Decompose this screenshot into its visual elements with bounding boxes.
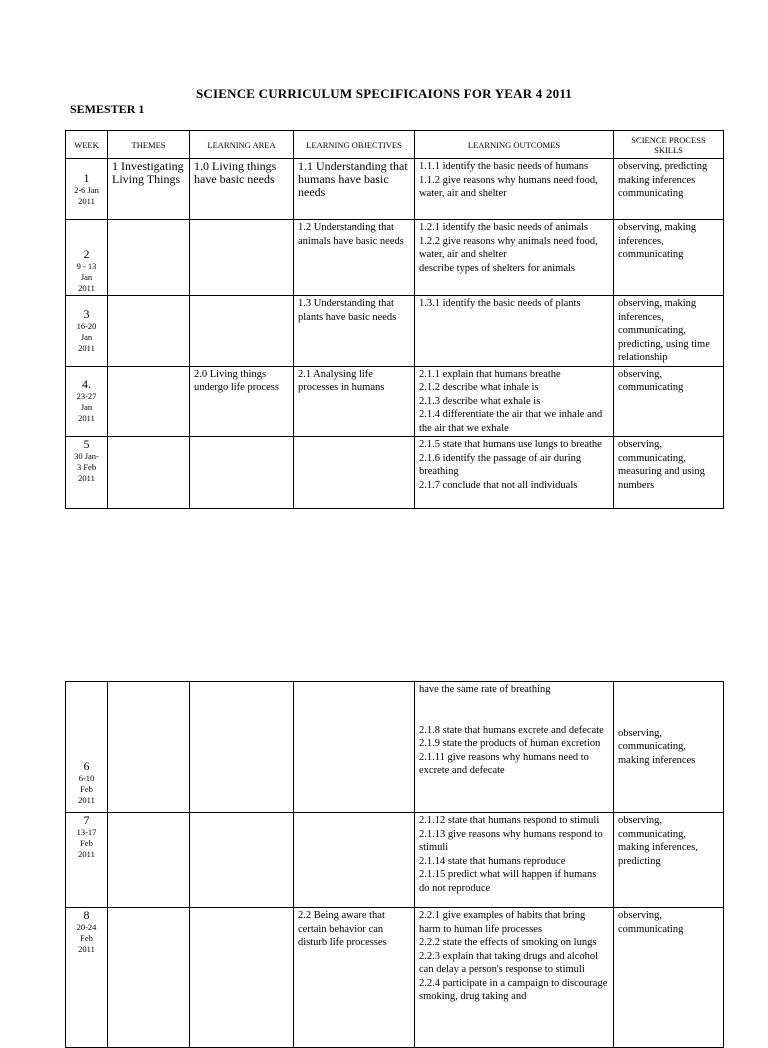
week-date: 2011 bbox=[78, 849, 95, 859]
table-row bbox=[66, 908, 724, 1048]
learning-outcomes-cell bbox=[415, 366, 614, 437]
theme-cell bbox=[108, 220, 190, 296]
outcome-item: 2.1.4 differentiate the air that we inhale and the air that we exhale bbox=[419, 409, 603, 434]
week-date: 2011 bbox=[78, 413, 95, 424]
document-title: SCIENCE CURRICULUM SPECIFICAIONS FOR YEAR 4 2011 bbox=[195, 86, 573, 101]
learning-outcomes-cell bbox=[415, 220, 614, 296]
week-number: 1 bbox=[83, 170, 90, 185]
header-science-process-skills: SCIENCE PROCESS SKILLS bbox=[614, 131, 724, 159]
learning-area-cell bbox=[190, 682, 294, 813]
skills-cell: observing, communicating, measuring and using numbers bbox=[614, 437, 724, 509]
week-date: 23-27 bbox=[76, 391, 97, 402]
outcome-item: 2.2.4 participate in a campaign to discourage smoking, drug taking and bbox=[419, 977, 608, 1002]
week-date: 2011 bbox=[78, 795, 95, 805]
week-cell bbox=[66, 682, 108, 813]
week-date: 16-20 bbox=[76, 320, 97, 331]
outcome-item: 2.1.12 state that humans respond to stimuli bbox=[419, 815, 600, 826]
week-cell bbox=[66, 366, 108, 437]
learning-area-cell bbox=[190, 296, 294, 367]
week-date: 2-6 Jan bbox=[74, 184, 99, 195]
table-row bbox=[66, 159, 724, 220]
outcome-item: describe types of shelters for animals bbox=[419, 262, 575, 274]
week-number: 3 bbox=[83, 306, 90, 321]
header-learning-outcomes: LEARNING OUTCOMES bbox=[415, 131, 614, 159]
outcome-item: 1.2.1 identify the basic needs of animals bbox=[419, 222, 589, 233]
week-date: 3 Feb bbox=[76, 462, 97, 472]
outcome-item: 2.1.15 predict what will happen if humans do not reproduce bbox=[419, 869, 597, 894]
week-date: Jan bbox=[80, 402, 93, 413]
table-row bbox=[66, 296, 724, 367]
week-date: Jan bbox=[80, 331, 93, 342]
outcome-item: 2.1.13 give reasons why humans respond to stimuli bbox=[419, 828, 603, 853]
week-cell bbox=[66, 908, 108, 1048]
theme-cell bbox=[108, 908, 190, 1048]
week-number: 5 bbox=[83, 437, 90, 451]
week-cell bbox=[66, 813, 108, 908]
header-learning-area: LEARNING AREA bbox=[190, 131, 294, 159]
theme-cell bbox=[108, 813, 190, 908]
week-date: 2011 bbox=[78, 342, 95, 353]
outcome-item: 1.1.1 identify the basic needs of humans bbox=[419, 161, 589, 172]
skills-cell: observing, making inferences, communicating, predicting, using time relationship bbox=[614, 296, 724, 367]
week-number: 8 bbox=[83, 908, 90, 922]
table-row bbox=[66, 813, 724, 908]
outcome-item: 2.1.6 identify the passage of air during breathing bbox=[419, 452, 582, 477]
outcome-item: 2.1.2 describe what inhale is bbox=[419, 382, 539, 393]
week-date: 13-17 bbox=[76, 827, 97, 837]
table-header-row bbox=[66, 131, 724, 159]
week-date: 9 - 13 bbox=[76, 261, 97, 271]
outcome-item: 2.1.9 state the products of human excretion bbox=[419, 738, 601, 749]
outcome-item: 1.2.2 give reasons why animals need food, water, air and shelter bbox=[419, 235, 598, 260]
table-row bbox=[66, 682, 724, 813]
week-cell bbox=[66, 159, 108, 220]
skills-cell: observing, communicating bbox=[614, 366, 724, 437]
learning-outcomes-cell bbox=[415, 296, 614, 367]
week-date: Feb bbox=[80, 784, 93, 794]
outcome-item: 2.1.3 describe what exhale is bbox=[419, 395, 541, 407]
week-cell bbox=[66, 437, 108, 509]
week-date: 2011 bbox=[78, 195, 95, 206]
learning-objective-cell: 1.1 Understanding that humans have basic needs bbox=[294, 159, 415, 220]
outcome-continuation: have the same rate of breathing bbox=[419, 684, 551, 695]
table-row bbox=[66, 220, 724, 296]
week-date: 30 Jan- bbox=[74, 451, 99, 461]
header-learning-objectives: LEARNING OBJECTIVES bbox=[294, 131, 415, 159]
learning-outcomes-cell bbox=[415, 908, 614, 1048]
skills-cell: observing, communicating bbox=[614, 908, 724, 1048]
learning-objective-cell: 1.3 Understanding that plants have basic needs bbox=[294, 296, 415, 367]
week-cell bbox=[66, 220, 108, 296]
outcome-item: 2.1.7 conclude that not all individuals bbox=[419, 479, 578, 491]
week-date: Jan bbox=[80, 272, 93, 282]
week-cell bbox=[66, 296, 108, 367]
learning-objective-cell: 2.2 Being aware that certain behavior can disturb life processes bbox=[294, 908, 415, 1048]
learning-area-cell bbox=[190, 813, 294, 908]
learning-area-cell: 2.0 Living things undergo life process bbox=[190, 366, 294, 437]
theme-cell: 1 Investigating Living Things bbox=[108, 159, 190, 220]
outcome-item: 2.1.11 give reasons why humans need to excrete and defecate bbox=[419, 751, 589, 776]
learning-outcomes-cell bbox=[415, 159, 614, 220]
week-number: 2 bbox=[83, 247, 90, 261]
outcome-item: 1.1.2 give reasons why humans need food, water, air and shelter bbox=[419, 174, 598, 199]
week-date: Feb bbox=[80, 838, 93, 848]
week-date: 2011 bbox=[78, 944, 95, 954]
week-date: 6-10 bbox=[78, 773, 95, 783]
learning-objective-cell: 2.1 Analysing life processes in humans bbox=[294, 366, 415, 437]
theme-cell bbox=[108, 437, 190, 509]
outcome-item: 2.1.1 explain that humans breathe bbox=[419, 368, 561, 380]
outcome-item: 2.2.2 state the effects of smoking on lungs bbox=[419, 937, 597, 948]
learning-area-cell: 1.0 Living things have basic needs bbox=[190, 159, 294, 220]
learning-objective-cell: 1.2 Understanding that animals have basic needs bbox=[294, 220, 415, 296]
theme-cell bbox=[108, 296, 190, 367]
outcome-item: 2.1.14 state that humans reproduce bbox=[419, 855, 566, 867]
table-row bbox=[66, 366, 724, 437]
header-themes: THEMES bbox=[108, 131, 190, 159]
week-date: 2011 bbox=[78, 473, 95, 483]
learning-objective-cell bbox=[294, 813, 415, 908]
week-date: 20-24 bbox=[76, 922, 97, 932]
learning-outcomes-cell bbox=[415, 813, 614, 908]
skills-cell: observing, making inferences, communicating bbox=[614, 220, 724, 296]
learning-objective-cell bbox=[294, 682, 415, 813]
week-date: Feb bbox=[80, 933, 93, 943]
learning-area-cell bbox=[190, 220, 294, 296]
header-week: WEEK bbox=[66, 131, 108, 159]
table-row bbox=[66, 437, 724, 509]
week-number: 4. bbox=[82, 377, 91, 392]
outcome-item: 2.2.1 give examples of habits that bring harm to human life processes bbox=[419, 910, 586, 935]
learning-outcomes-cell bbox=[415, 437, 614, 509]
week-number: 7 bbox=[83, 813, 90, 827]
theme-cell bbox=[108, 366, 190, 437]
learning-area-cell bbox=[190, 437, 294, 509]
week-number: 6 bbox=[83, 759, 90, 773]
curriculum-table-part-1 bbox=[65, 130, 724, 509]
curriculum-table-part-2 bbox=[65, 681, 724, 1048]
skills-cell: observing, predicting making inferences communicating bbox=[614, 159, 724, 220]
skills-cell: observing, communicating, making inferences bbox=[614, 682, 724, 813]
theme-cell bbox=[108, 682, 190, 813]
outcome-item: 1.3.1 identify the basic needs of plants bbox=[419, 298, 581, 309]
spacer bbox=[419, 697, 609, 724]
skills-cell: observing, communicating, making inferences, predicting bbox=[614, 813, 724, 908]
semester-label: SEMESTER 1 bbox=[70, 102, 145, 116]
learning-area-cell bbox=[190, 908, 294, 1048]
outcome-item: 2.1.8 state that humans excrete and defecate bbox=[419, 724, 604, 736]
week-date: 2011 bbox=[78, 283, 95, 293]
outcome-item: 2.2.3 explain that taking drugs and alcohol can delay a person's response to stimuli bbox=[419, 950, 599, 975]
learning-outcomes-cell bbox=[415, 682, 614, 813]
learning-objective-cell bbox=[294, 437, 415, 509]
outcome-item: 2.1.5 state that humans use lungs to breathe bbox=[419, 439, 602, 450]
